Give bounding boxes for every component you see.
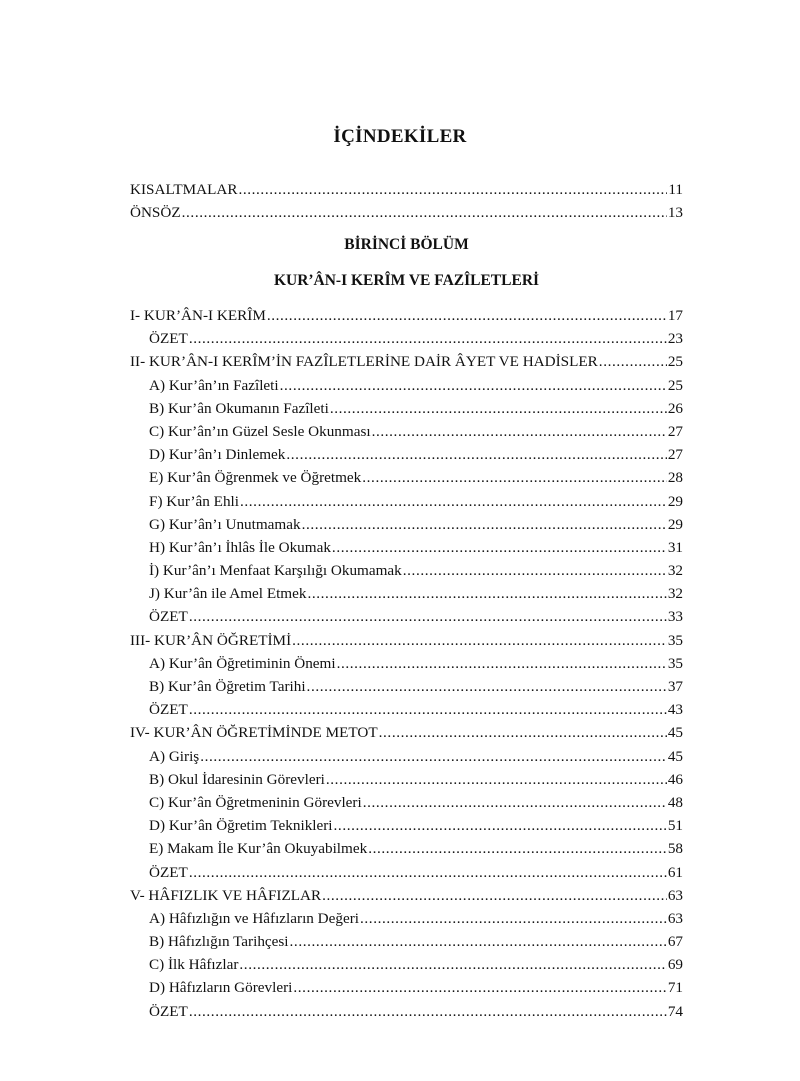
dot-leader bbox=[330, 397, 667, 420]
dot-leader bbox=[337, 652, 667, 675]
toc-entry-page: 29 bbox=[667, 515, 683, 533]
toc-entry[interactable] bbox=[130, 721, 683, 744]
dot-leader bbox=[267, 304, 667, 327]
toc-entry-label: B) Kur’ân Okumanın Fazîleti bbox=[149, 399, 329, 417]
toc-entry-page: 61 bbox=[667, 863, 683, 881]
toc-entry-label: ÖNSÖZ bbox=[130, 204, 181, 222]
toc-entry-page: 26 bbox=[667, 399, 683, 417]
part-title: KUR’ÂN-I KERÎM VE FAZÎLETLERİ bbox=[273, 272, 540, 289]
toc-entry-page: 45 bbox=[667, 747, 683, 765]
toc-entry-label: ÖZET bbox=[149, 863, 188, 881]
toc-entry[interactable] bbox=[130, 675, 683, 698]
toc-entry[interactable] bbox=[130, 374, 683, 397]
dot-leader bbox=[302, 513, 667, 536]
dot-leader bbox=[239, 953, 666, 976]
dot-leader bbox=[307, 675, 667, 698]
toc-entry[interactable] bbox=[130, 768, 683, 791]
toc-entry-label: A) Kur’ân’ın Fazîleti bbox=[149, 376, 279, 394]
toc-entry[interactable] bbox=[130, 466, 683, 489]
toc-entry-page: 13 bbox=[667, 204, 683, 222]
dot-leader bbox=[238, 178, 667, 201]
dot-leader bbox=[362, 466, 667, 489]
dot-leader bbox=[599, 350, 667, 373]
dot-leader bbox=[290, 930, 667, 953]
toc-entry-page: 48 bbox=[667, 793, 683, 811]
toc-entry-label: C) Kur’ân’ın Güzel Sesle Okunması bbox=[149, 422, 371, 440]
toc-entry[interactable] bbox=[130, 443, 683, 466]
toc-entry-label: III- KUR’ÂN ÖĞRETİMİ bbox=[130, 631, 292, 649]
dot-leader bbox=[403, 559, 667, 582]
toc-entry-label: ÖZET bbox=[149, 608, 188, 626]
toc-entry-page: 29 bbox=[667, 492, 683, 510]
dot-leader bbox=[240, 490, 667, 513]
dot-leader bbox=[332, 536, 667, 559]
dot-leader bbox=[307, 582, 666, 605]
toc-entry[interactable] bbox=[130, 397, 683, 420]
dot-leader bbox=[326, 768, 667, 791]
toc-entry-label: IV- KUR’ÂN ÖĞRETİMİNDE METOT bbox=[130, 724, 378, 742]
toc-entry-page: 35 bbox=[667, 654, 683, 672]
dot-leader bbox=[360, 907, 667, 930]
toc-entry-label: B) Kur’ân Öğretim Tarihi bbox=[149, 678, 306, 695]
toc-entry-page: 43 bbox=[667, 701, 683, 719]
toc-entry[interactable] bbox=[130, 304, 683, 327]
toc-entry-page: 31 bbox=[667, 538, 683, 556]
dot-leader bbox=[189, 327, 667, 350]
dot-leader bbox=[189, 698, 667, 721]
front-matter-list bbox=[130, 178, 683, 224]
toc-entry-label: A) Giriş bbox=[149, 747, 200, 765]
dot-leader bbox=[363, 791, 667, 814]
toc-entry-label: C) Kur’ân Öğretmeninin Görevleri bbox=[149, 793, 362, 811]
dot-leader bbox=[292, 629, 667, 652]
toc-entry-page: 74 bbox=[667, 1002, 683, 1020]
toc-entry-page: 33 bbox=[667, 608, 683, 626]
toc-entry-page: 46 bbox=[667, 770, 683, 788]
toc-entry-label: I- KUR’ÂN-I KERÎM bbox=[130, 307, 266, 324]
toc-entry[interactable] bbox=[130, 327, 683, 350]
toc-entry-page: 63 bbox=[667, 886, 683, 904]
toc-entry-label: D) Kur’ân’ı Dinlemek bbox=[149, 446, 286, 464]
dot-leader bbox=[379, 721, 667, 744]
toc-entry-label: A) Kur’ân Öğretiminin Önemi bbox=[149, 654, 336, 672]
dot-leader bbox=[280, 374, 667, 397]
toc-entry-page: 23 bbox=[667, 330, 683, 348]
toc-entry-label: ÖZET bbox=[149, 1002, 188, 1020]
toc-entry-page: 11 bbox=[668, 181, 683, 198]
toc-entry-page: 32 bbox=[667, 585, 683, 603]
toc-entry-label: E) Kur’ân Öğrenmek ve Öğretmek bbox=[149, 469, 362, 487]
toc-entry-label: KISALTMALAR bbox=[130, 181, 238, 198]
toc-entry-label: B) Hâfızlığın Tarihçesi bbox=[149, 933, 289, 951]
dot-leader bbox=[286, 443, 666, 466]
toc-entry[interactable] bbox=[130, 652, 683, 675]
toc-entry[interactable] bbox=[130, 559, 683, 582]
toc-entry[interactable] bbox=[130, 536, 683, 559]
toc-entry[interactable] bbox=[130, 791, 683, 814]
toc-entry[interactable] bbox=[130, 930, 683, 953]
toc-entry[interactable] bbox=[130, 178, 683, 201]
toc-entry-page: 45 bbox=[667, 724, 683, 742]
toc-entry-page: 69 bbox=[667, 956, 683, 974]
toc-entry[interactable] bbox=[130, 629, 683, 652]
toc-entry[interactable] bbox=[130, 861, 683, 884]
toc-entry[interactable] bbox=[130, 1000, 683, 1023]
toc-entry-page: 32 bbox=[667, 562, 683, 580]
toc-entry[interactable] bbox=[130, 582, 683, 605]
toc-entry-label: D) Kur’ân Öğretim Teknikleri bbox=[149, 817, 333, 835]
toc-entry-page: 37 bbox=[667, 678, 683, 695]
part-label: BİRİNCİ BÖLÜM bbox=[344, 236, 469, 253]
toc-entry-page: 35 bbox=[667, 631, 683, 649]
toc-entry[interactable] bbox=[130, 201, 683, 224]
toc-entry-label: D) Hâfızların Görevleri bbox=[149, 979, 293, 997]
dot-leader bbox=[322, 884, 667, 907]
page-title: İÇİNDEKİLER bbox=[333, 126, 467, 147]
toc-entry[interactable] bbox=[130, 698, 683, 721]
toc-entry-label: J) Kur’ân ile Amel Etmek bbox=[149, 585, 307, 603]
toc-entry-page: 28 bbox=[667, 469, 683, 487]
toc-entry-page: 25 bbox=[667, 353, 683, 371]
toc-entry-label: İ) Kur’ân’ı Menfaat Karşılığı Okumamak bbox=[149, 562, 402, 580]
dot-leader bbox=[334, 814, 667, 837]
dot-leader bbox=[372, 420, 667, 443]
dot-leader bbox=[189, 861, 667, 884]
toc-entry-page: 51 bbox=[667, 817, 683, 835]
toc-entry-label: V- HÂFIZLIK VE HÂFIZLAR bbox=[130, 886, 322, 904]
toc-entry-label: G) Kur’ân’ı Unutmamak bbox=[149, 515, 301, 533]
toc-entry-page: 17 bbox=[667, 307, 683, 324]
toc-entry-page: 27 bbox=[667, 422, 683, 440]
dot-leader bbox=[293, 976, 666, 999]
toc-entry-label: F) Kur’ân Ehli bbox=[149, 492, 239, 510]
toc-entry-label: H) Kur’ân’ı İhlâs İle Okumak bbox=[149, 538, 331, 556]
toc-entry[interactable] bbox=[130, 350, 683, 373]
toc-entry-page: 63 bbox=[667, 909, 683, 927]
dot-leader bbox=[368, 837, 667, 860]
toc-entry-page: 71 bbox=[667, 979, 683, 997]
dot-leader bbox=[182, 201, 667, 224]
toc-entry[interactable] bbox=[130, 884, 683, 907]
toc-entry[interactable] bbox=[130, 490, 683, 513]
toc-entry-label: A) Hâfızlığın ve Hâfızların Değeri bbox=[149, 909, 359, 927]
toc-entry[interactable] bbox=[130, 605, 683, 628]
toc-list bbox=[130, 304, 683, 1023]
dot-leader bbox=[189, 1000, 667, 1023]
toc-entry[interactable] bbox=[130, 907, 683, 930]
toc-entry-page: 58 bbox=[667, 840, 683, 858]
toc-entry-label: II- KUR’ÂN-I KERÎM’İN FAZÎLETLERİNE DAİR ÂYET VE HADİSLER bbox=[130, 353, 598, 371]
toc-entry[interactable] bbox=[130, 745, 683, 768]
toc-entry[interactable] bbox=[130, 814, 683, 837]
toc-entry-page: 25 bbox=[667, 376, 683, 394]
toc-entry-label: ÖZET bbox=[149, 330, 188, 348]
dot-leader bbox=[200, 745, 667, 768]
toc-entry[interactable] bbox=[130, 976, 683, 999]
toc-entry[interactable] bbox=[130, 513, 683, 536]
toc-entry[interactable] bbox=[130, 953, 683, 976]
toc-entry-label: C) İlk Hâfızlar bbox=[149, 956, 239, 974]
toc-entry[interactable] bbox=[130, 420, 683, 443]
toc-entry-page: 27 bbox=[667, 446, 683, 464]
toc-entry-label: E) Makam İle Kur’ân Okuyabilmek bbox=[149, 840, 368, 858]
toc-entry-label: B) Okul İdaresinin Görevleri bbox=[149, 770, 325, 788]
toc-entry-page: 67 bbox=[667, 933, 683, 951]
toc-entry-label: ÖZET bbox=[149, 701, 188, 719]
toc-entry[interactable] bbox=[130, 837, 683, 860]
dot-leader bbox=[189, 605, 667, 628]
